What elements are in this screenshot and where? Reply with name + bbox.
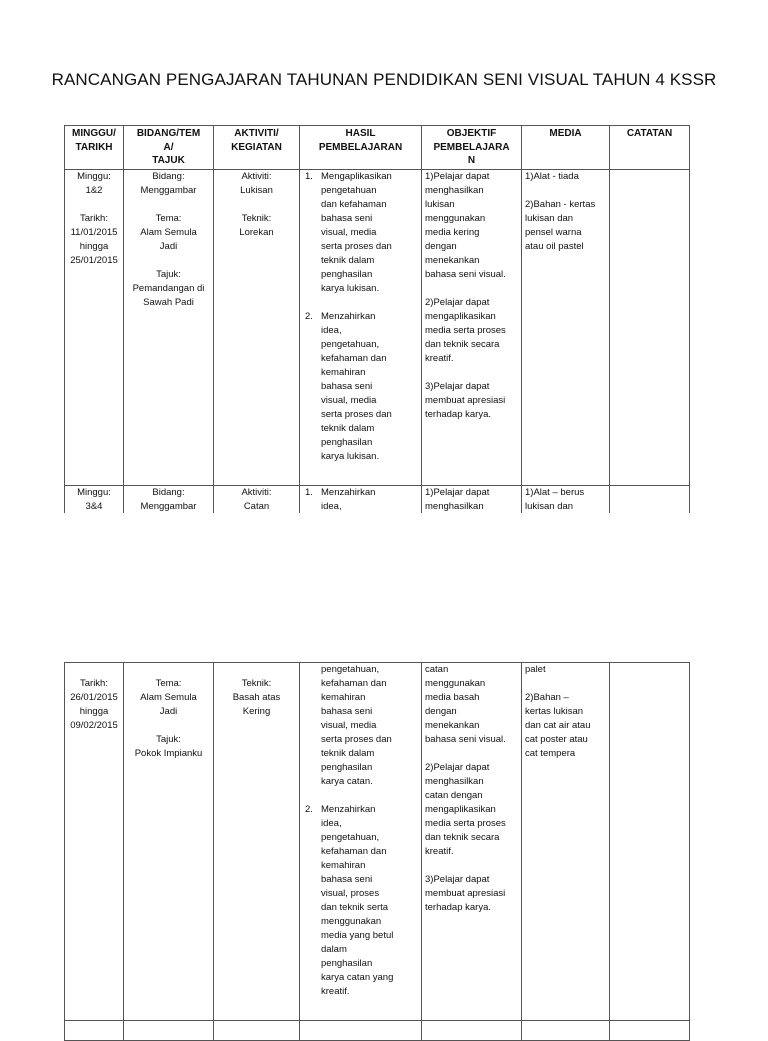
cell-hasil-pembelajaran (300, 663, 422, 1021)
lesson-plan-table-page-2 (64, 662, 690, 1041)
cell-minggu-tarikh: Tarikh: 26/01/2015 hingga 09/02/2015 (65, 663, 124, 1021)
cell-catatan (610, 663, 690, 1021)
objective-item: 2)Pelajar dapat menghasilkan catan dengan mengaplikasikan media serta proses dan teknik secara kreatif. (425, 762, 506, 857)
objective-item: 3)Pelajar dapat membuat apresiasi terhadap karya. (425, 874, 506, 913)
list-number: 2. (305, 804, 313, 815)
list-number: 1. (305, 171, 313, 182)
cell-aktiviti-teknik: Aktiviti: Lukisan Teknik: Lorekan (214, 170, 300, 486)
list-number: 2. (305, 311, 313, 322)
cell-bidang-tema-tajuk: Bidang: Menggambar (124, 486, 214, 515)
lesson-plan-table-page-1 (64, 125, 690, 515)
table-row (65, 486, 690, 515)
media-item: 2)Bahan – kertas lukisan dan cat air atau cat poster atau cat tempera (525, 692, 591, 759)
table-header-row (65, 126, 690, 170)
cell-bidang-tema-tajuk: Bidang: Menggambar Tema: Alam Semula Jadi Tajuk: Pemandangan di Sawah Padi (124, 170, 214, 486)
cell-aktiviti-teknik: Aktiviti: Catan (214, 486, 300, 515)
list-text: Menzahirkan idea, pengetahuan, kefahaman dan kemahiran bahasa seni visual, media serta proses dan teknik dalam penghasilan karya lukisan. (321, 311, 392, 462)
cell-objektif-pembelajaran (422, 170, 522, 486)
cell-media (522, 170, 610, 486)
header-minggu-tarikh: MINGGU/ TARIKH (65, 126, 124, 170)
cell-aktiviti-teknik: Teknik: Basah atas Kering (214, 663, 300, 1021)
table-row (65, 170, 690, 486)
media-item: palet (525, 664, 546, 675)
header-objektif-pembelajaran: OBJEKTIF PEMBELAJARA N (422, 126, 522, 170)
media-item: 1)Alat - tiada (525, 171, 579, 182)
cell-catatan (610, 486, 690, 515)
list-number: 1. (305, 487, 313, 498)
cell-bidang-tema-tajuk: Tema: Alam Semula Jadi Tajuk: Pokok Impianku (124, 663, 214, 1021)
list-text: Menzahirkan idea, pengetahuan, kefahaman dan kemahiran bahasa seni visual, proses dan teknik serta menggunakan media yang betul dalam penghasilan karya catan yang kreatif. (321, 804, 394, 997)
list-item (303, 310, 418, 464)
objective-item: 2)Pelajar dapat mengaplikasikan media serta proses dan teknik secara kreatif. (425, 297, 506, 364)
cell-objektif-pembelajaran: 1)Pelajar dapat menghasilkan (422, 486, 522, 515)
cell-catatan (610, 170, 690, 486)
cell-media (522, 663, 610, 1021)
list-text: Menzahirkan idea, (321, 487, 376, 512)
cell-hasil-pembelajaran (300, 486, 422, 515)
header-catatan: CATATAN (610, 126, 690, 170)
objective-item: catan menggunakan media basah dengan menekankan bahasa seni visual. (425, 664, 506, 745)
objective-item: 1)Pelajar dapat menghasilkan lukisan menggunakan media kering dengan menekankan bahasa seni visual. (425, 171, 506, 280)
list-text-continued: pengetahuan, kefahaman dan kemahiran bahasa seni visual, media serta proses dan teknik dalam penghasilan karya catan. (321, 664, 392, 787)
header-media: MEDIA (522, 126, 610, 170)
list-item (303, 170, 418, 296)
header-aktiviti-kegiatan: AKTIVITI/ KEGIATAN (214, 126, 300, 170)
document-title: RANCANGAN PENGAJARAN TAHUNAN PENDIDIKAN SENI VISUAL TAHUN 4 KSSR (51, 70, 717, 89)
list-item (303, 486, 418, 514)
cell-minggu-tarikh: Minggu: 3&4 (65, 486, 124, 515)
cell-hasil-pembelajaran (300, 170, 422, 486)
page-break-gap (0, 513, 768, 663)
list-text: Mengaplikasikan pengetahuan dan kefahaman bahasa seni visual, media serta proses dan teknik dalam penghasilan karya lukisan. (321, 171, 392, 294)
cell-media: 1)Alat – berus lukisan dan (522, 486, 610, 515)
objective-item: 3)Pelajar dapat membuat apresiasi terhadap karya. (425, 381, 506, 420)
cell-objektif-pembelajaran (422, 663, 522, 1021)
cell-minggu-tarikh: Minggu: 1&2 Tarikh: 11/01/2015 hingga 25/01/2015 (65, 170, 124, 486)
table-row (65, 663, 690, 1021)
list-item (303, 803, 418, 999)
header-bidang-tema-tajuk: BIDANG/TEM A/ TAJUK (124, 126, 214, 170)
media-item: 2)Bahan - kertas lukisan dan pensel warna atau oil pastel (525, 199, 596, 252)
header-hasil-pembelajaran: HASIL PEMBELAJARAN (300, 126, 422, 170)
